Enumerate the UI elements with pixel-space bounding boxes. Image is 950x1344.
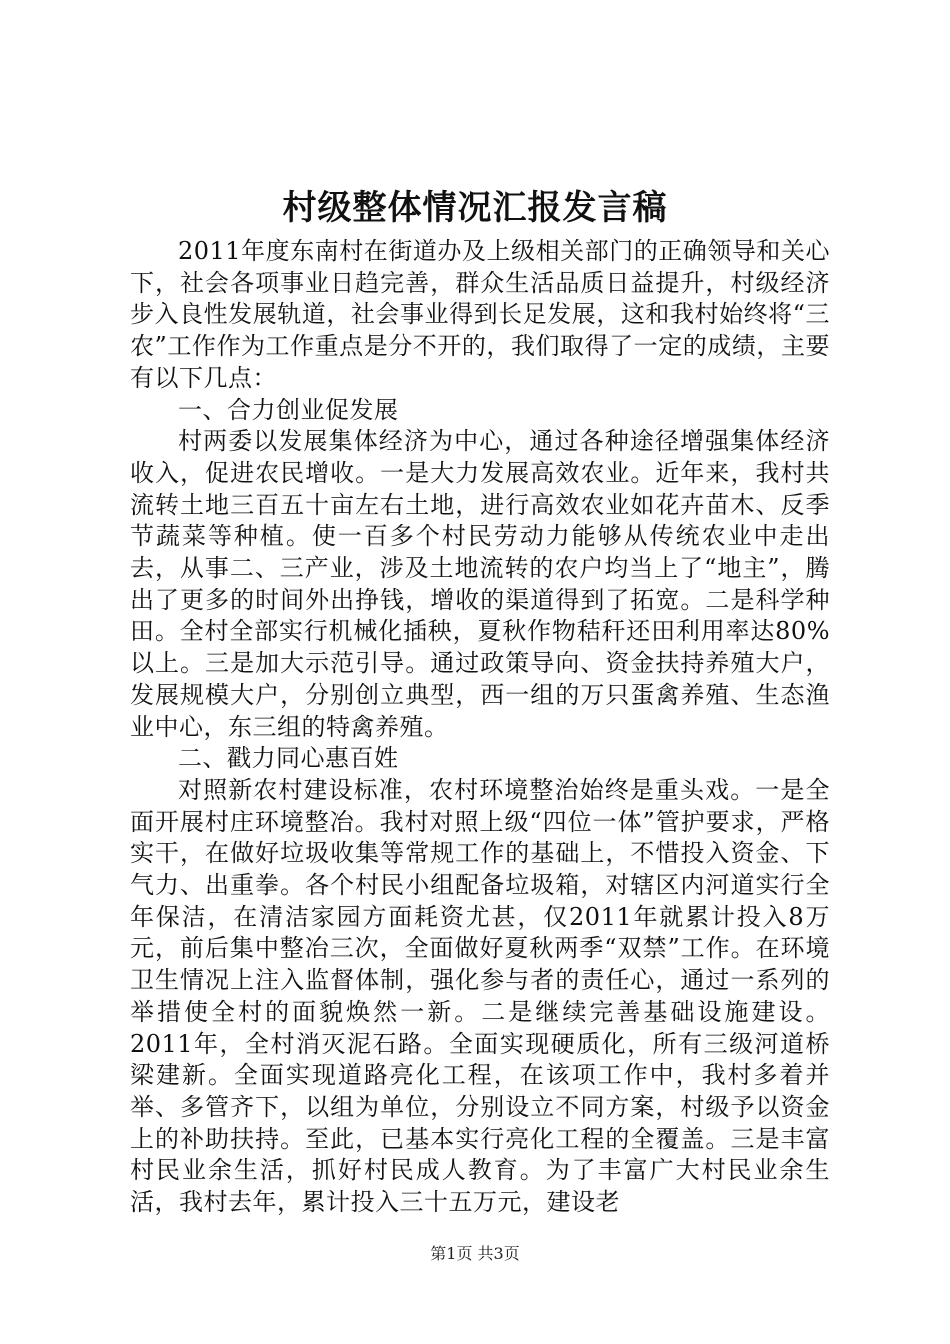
section-heading-2: 二、戳力同心惠百姓 [178,744,399,773]
page-footer: 第1页 共3页 [430,1244,520,1263]
intro-paragraph: 2011年度东南村在街道办及上级相关部门的正确领导和关心下，社会各项事业日趋完善，群众生活品质日益提升，村级经济步入良性发展轨道，社会事业得到长足发展，这和我村始终将“三农”工作作为工作重点是分不开的，我们取得了一定的成绩，主要有以下几点： [130,237,830,392]
section-2-paragraph: 对照新农村建设标准，农村环境整治始终是重头戏。一是全面开展村庄环境整冶。我村对照上级“四位一体”管护要求，严格实干，在做好垃圾收集等常规工作的基础上，不惜投入资金、下气力、出重拳。各个村民小组配备垃圾箱，对辖区内河道实行全年保洁，在清洁家园方面耗资尤甚，仅2011年就累计投入8万元，前后集中整冶三次，全面做好夏秋两季“双禁”工作。在环境卫生情况上注入监督体制，强化参与者的责任心，通过一系列的举措使全村的面貌焕然一新。二是继续完善基础设施建设。2011年，全村消灭泥石路。全面实现硬质化，所有三级河道桥梁建新。全面实现道路亮化工程，在该项工作中，我村多着并举、多管齐下，以组为单位，分别设立不同方案，村级予以资金上的补助扶持。至此，已基本实行亮化工程的全覆盖。三是丰富村民业余生活，抓好村民成人教育。为了丰富广大村民业余生活，我村去年，累计投入三十五万元，建设老 [130,775,830,1217]
document-body [130,236,830,1219]
section-1-paragraph: 村两委以发展集体经济为中心，通过各种途径增强集体经济收入，促进农民增收。一是大力发展高效农业。近年来，我村共流转土地三百五十亩左右土地，进行高效农业如花卉苗木、反季节蔬菜等种植。使一百多个村民劳动力能够从传统农业中走出去，从事二、三产业，涉及土地流转的农户均当上了“地主”，腾出了更多的时间外出挣钱，增收的渠道得到了拓宽。二是科学种田。全村全部实行机械化插秧，夏秋作物秸秆还田利用率达80%以上。三是加大示范引导。通过政策导向、资金扶持养殖大户，发展规模大户，分别创立典型，西一组的万只蛋禽养殖、生态渔业中心，东三组的特禽养殖。 [130,427,830,741]
section-heading-1: 一、合力创业促发展 [178,395,399,424]
document-title: 村级整体情况汇报发言稿 [282,188,668,228]
